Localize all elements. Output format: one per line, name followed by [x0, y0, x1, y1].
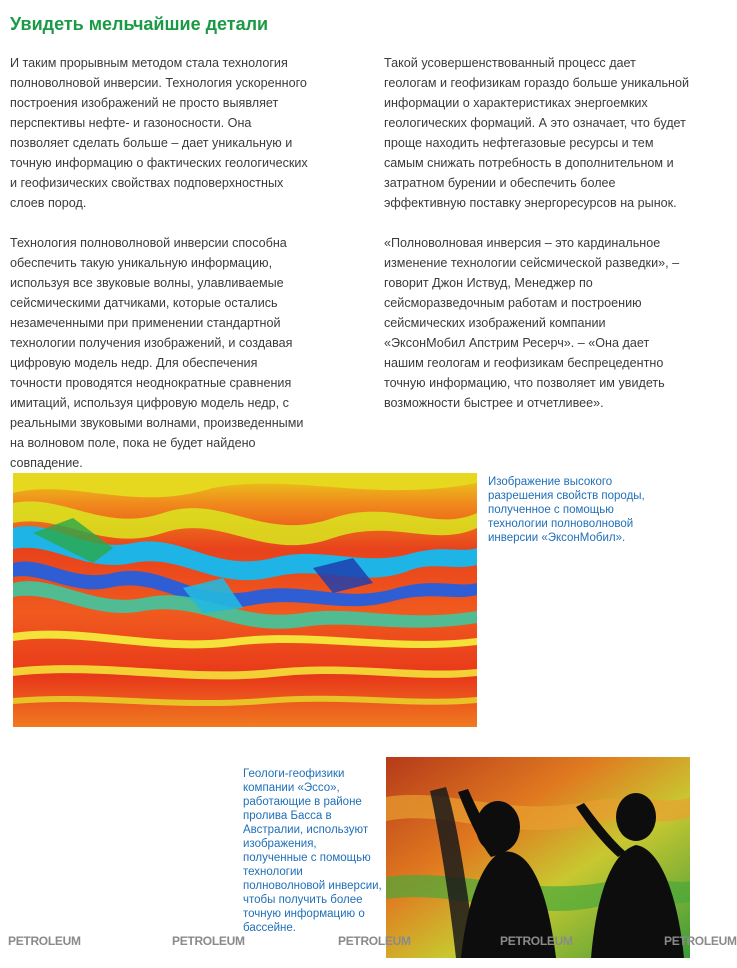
- paragraph: «Полноволновая инверсия – это кардинальное изменение технологии сейсмической разведки», – говорит Джон Иствуд, Менеджер по сейсморазведочным работам и построению сейсмических изображений компании «ЭксонМобил Апстрим Ресерч». – «Она дает нашим геологам и геофизикам беспрецедентно точную информацию, что позволяет им увидеть возможности быстрее и отчетливее».: [384, 236, 680, 410]
- geophysicists-photo: [386, 757, 690, 958]
- right-column: [384, 53, 689, 433]
- petroleum-watermark: PETROLEUM: [664, 934, 737, 948]
- footer-watermark: [0, 934, 737, 956]
- photo-caption: Геологи-геофизики компании «Эссо», работающие в районе пролива Басса в Австралии, используют изображения, полученные с помощью технологии полноволновой инверсии, чтобы получить более точную информацию о бассейне.: [243, 768, 382, 934]
- seismic-caption: Изображение высокого разрешения свойств породы, полученное с помощью технологии полноволновой инверсии «ЭксонМобил».: [488, 476, 645, 544]
- petroleum-watermark: PETROLEUM: [172, 934, 245, 948]
- petroleum-watermark: PETROLEUM: [500, 934, 573, 948]
- left-column: [10, 53, 310, 493]
- petroleum-watermark: PETROLEUM: [338, 934, 411, 948]
- page-title: Увидеть мельчайшие детали: [10, 14, 269, 34]
- paragraph: Такой усовершенствованный процесс дает геологам и геофизикам гораздо больше уникальной информации о характеристиках энергоемких геологических формаций. А это означает, что будет проще находить нефтегазовые ресурсы и тем самым снижать потребность в дополнительном и затратном бурении и обеспечить более эффективную поставку энергоресурсов на рынок.: [384, 56, 690, 210]
- petroleum-watermark: PETROLEUM: [8, 934, 81, 948]
- paragraph: И таким прорывным методом стала технология полноволновой инверсии. Технология ускоренного построения изображений не просто выявляет перспективы нефте- и газоносности. Она позволяет сделать больше – дает уникальную и точную информацию о фактических геологических и геофизических свойствах подповерхностных слоев пород.: [10, 56, 308, 210]
- paragraph: Технология полноволновой инверсии способна обеспечить такую уникальную информацию, используя все звуковые волны, улавливаемые сейсмическими датчиками, которые остались незамеченными при применении стандартной технологии получения изображений, и создавая цифровую модель недр. Для обеспечения точности проводятся неоднократные сравнения имитаций, используя цифровую модель недр, с реальными звуковыми волнами, произведенными на волновом поле, пока не будет найдено совпадение.: [10, 236, 304, 470]
- seismic-image: [13, 473, 477, 727]
